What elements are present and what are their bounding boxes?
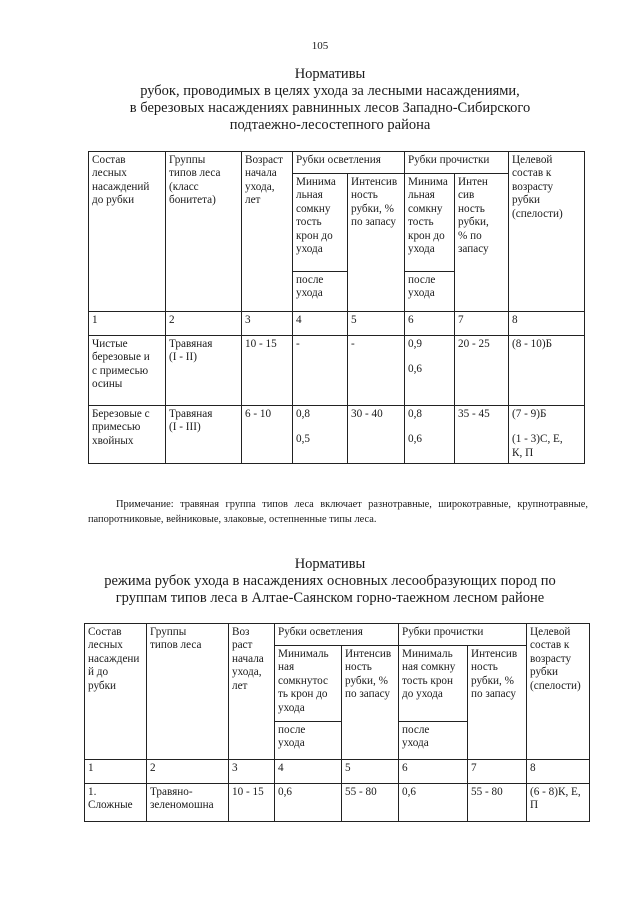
column-number: 2 [147,760,229,784]
column-number: 8 [527,760,590,784]
section2-title [60,556,600,607]
header-intensity-thinning: Интен сив ность рубки, % по запасу [455,174,509,312]
cell-forest-type-group: Травяная (I - III) [166,406,242,464]
header-clearing-cuttings: Рубки осветления [293,152,405,174]
cell-start-age: 10 - 15 [229,784,275,822]
section1-title-line: рубок, проводимых в целях ухода за лесными насаждениями, [140,83,520,99]
header-after-thinning: после ухода [399,722,468,760]
header-after-clearing: после ухода [293,272,348,312]
section1-title [60,66,600,134]
cell-thinning-intensity: 55 - 80 [468,784,527,822]
cell-thinning-min-density [405,406,455,464]
section2-title-line: Нормативы [294,556,366,572]
value-after: 0,6 [408,433,422,446]
value-before: 0,8 [408,408,422,420]
section1-table [88,151,585,464]
column-number: 3 [242,312,293,336]
section2-table [84,623,590,822]
cell-forest-type-group: Травяно- зеленомошна [147,784,229,822]
header-forest-type-group: Группы типов леса (класс бонитета) [166,152,242,312]
column-number: 6 [399,760,468,784]
header-min-density-clearing: Минима льная сомкну тость крон до ухода [293,174,348,272]
column-number: 7 [455,312,509,336]
column-number: 8 [509,312,585,336]
cell-clearing-intensity: - [348,336,405,406]
section1-title-line: Нормативы [294,66,366,82]
header-composition: Состав лесных насаждений до рубки [89,152,166,312]
value-before: - [296,338,300,350]
header-start-age: Возраст начала ухода, лет [242,152,293,312]
column-number: 6 [405,312,455,336]
column-number: 1 [85,760,147,784]
header-min-density-thinning: Минима льная сомкну тость крон до ухода [405,174,455,272]
header-forest-type-group: Группы типов леса [147,624,229,760]
header-intensity-thinning: Интенсив ность рубки, % по запасу [468,646,527,760]
section2-title-line: режима рубок ухода в насаждениях основных лесообразующих пород по [104,573,556,589]
cell-thinning-intensity: 35 - 45 [455,406,509,464]
cell-thinning-min-density [405,336,455,406]
header-target-composition: Целевой состав к возрасту рубки (спелости) [509,152,585,312]
header-clearing-cuttings: Рубки осветления [275,624,399,646]
column-number-row [89,312,585,336]
value-before: 0,8 [296,408,310,420]
column-number: 1 [89,312,166,336]
table-row [89,406,585,464]
cell-clearing-intensity: 30 - 40 [348,406,405,464]
cell-clearing-min-density [293,336,348,406]
value-main-species: (7 - 9)Б [512,408,547,420]
cell-clearing-min-density: 0,6 [275,784,342,822]
column-number-row [85,760,590,784]
header-after-clearing: после ухода [275,722,342,760]
cell-start-age: 10 - 15 [242,336,293,406]
header-intensity-clearing: Интенсив ность рубки, % по запасу [342,646,399,760]
cell-forest-type-group: Травяная (I - II) [166,336,242,406]
cell-clearing-min-density [293,406,348,464]
table-row [85,784,590,822]
value-admixture: (1 - 3)С, Е, К, П [512,433,563,459]
cell-clearing-intensity: 55 - 80 [342,784,399,822]
cell-target-composition: (6 - 8)К, Е, П [527,784,590,822]
value-after: 0,6 [408,363,422,376]
header-composition: Состав лесных насаждени й до рубки [85,624,147,760]
cell-target-composition: (8 - 10)Б [509,336,585,406]
cell-thinning-min-density: 0,6 [399,784,468,822]
column-number: 4 [275,760,342,784]
column-number: 4 [293,312,348,336]
column-number: 2 [166,312,242,336]
header-min-density-thinning: Минималь ная сомкну тость крон до ухода [399,646,468,722]
section2-title-line: группам типов леса в Алтае-Саянском горно-таежном лесном районе [115,590,545,606]
column-number: 5 [342,760,399,784]
header-start-age: Воз раст начала ухода, лет [229,624,275,760]
column-number: 5 [348,312,405,336]
cell-composition: 1. Сложные [85,784,147,822]
cell-start-age: 6 - 10 [242,406,293,464]
cell-composition: Чистые березовые и с примесью осины [89,336,166,406]
cell-composition: Березовые с примесью хвойных [89,406,166,464]
table-row [89,336,585,406]
column-number: 7 [468,760,527,784]
header-thinning-cuttings: Рубки прочистки [399,624,527,646]
value-after: 0,5 [296,433,310,446]
header-target-composition: Целевой состав к возрасту рубки (спелости) [527,624,590,760]
column-number: 3 [229,760,275,784]
page-number: 105 [311,40,329,52]
cell-thinning-intensity: 20 - 25 [455,336,509,406]
cell-target-composition [509,406,585,464]
value-before: 0,9 [408,338,422,350]
section1-note: Примечание: травяная группа типов леса включает разнотравные, широкотравные, крупнотравные, папоротниковые, вейниковые, злаковые, остепненные типы леса. [88,499,588,525]
header-min-density-clearing: Минималь ная сомкнутос ть крон до ухода [275,646,342,722]
section1-title-line: в березовых насаждениях равнинных лесов Западно-Сибирского [129,100,531,116]
section1-title-line: подтаежно-лесостепного района [229,117,431,133]
header-after-thinning: после ухода [405,272,455,312]
header-thinning-cuttings: Рубки прочистки [405,152,509,174]
header-intensity-clearing: Интенсив ность рубки, % по запасу [348,174,405,312]
